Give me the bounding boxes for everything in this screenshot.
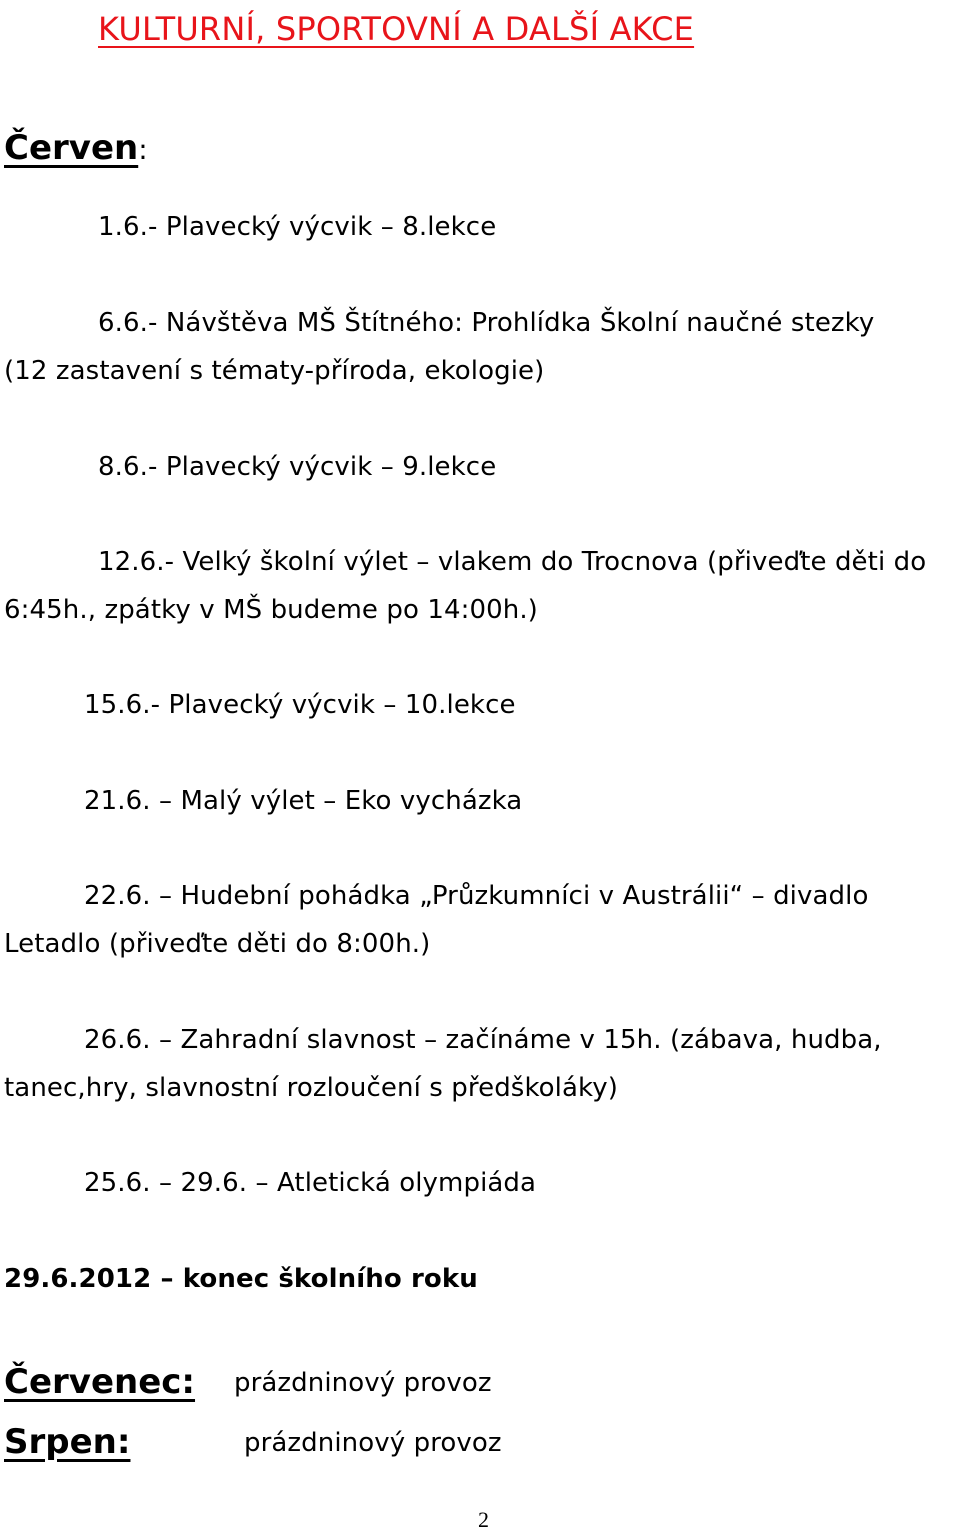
june-heading-row <box>4 128 148 168</box>
august-note: prázdninový provoz <box>244 1428 502 1458</box>
event-item: 12.6.- Velký školní výlet – vlakem do Trocnova (přiveďte děti do <box>98 547 927 577</box>
event-item-continuation: Letadlo (přiveďte děti do 8:00h.) <box>4 929 431 959</box>
event-item-continuation: 6:45h., zpátky v MŠ budeme po 14:00h.) <box>4 595 538 625</box>
event-item: 21.6. – Malý výlet – Eko vycházka <box>84 786 523 816</box>
june-heading: Červen <box>4 128 139 168</box>
event-item: 6.6.- Návštěva MŠ Štítného: Prohlídka Školní naučné stezky <box>98 308 875 338</box>
june-heading-colon: : <box>138 133 148 166</box>
august-heading: Srpen: <box>4 1422 131 1462</box>
event-item: 22.6. – Hudební pohádka „Průzkumníci v Austrálii“ – divadlo <box>84 881 869 911</box>
july-heading: Červenec: <box>4 1362 196 1402</box>
event-item: 1.6.- Plavecký výcvik – 8.lekce <box>98 212 497 242</box>
page-title: KULTURNÍ, SPORTOVNÍ A DALŠÍ AKCE <box>98 10 695 48</box>
event-item: 15.6.- Plavecký výcvik – 10.lekce <box>84 690 516 720</box>
page-number: 2 <box>478 1507 489 1532</box>
event-item-continuation: tanec,hry, slavnostní rozloučení s předškoláky) <box>4 1073 618 1103</box>
end-of-school-year: 29.6.2012 – konec školního roku <box>4 1264 478 1294</box>
event-item-continuation: (12 zastavení s tématy-příroda, ekologie) <box>4 356 545 386</box>
event-item: 8.6.- Plavecký výcvik – 9.lekce <box>98 452 497 482</box>
event-item: 26.6. – Zahradní slavnost – začínáme v 15h. (zábava, hudba, <box>84 1025 882 1055</box>
july-note: prázdninový provoz <box>234 1368 492 1398</box>
event-item: 25.6. – 29.6. – Atletická olympiáda <box>84 1168 537 1198</box>
